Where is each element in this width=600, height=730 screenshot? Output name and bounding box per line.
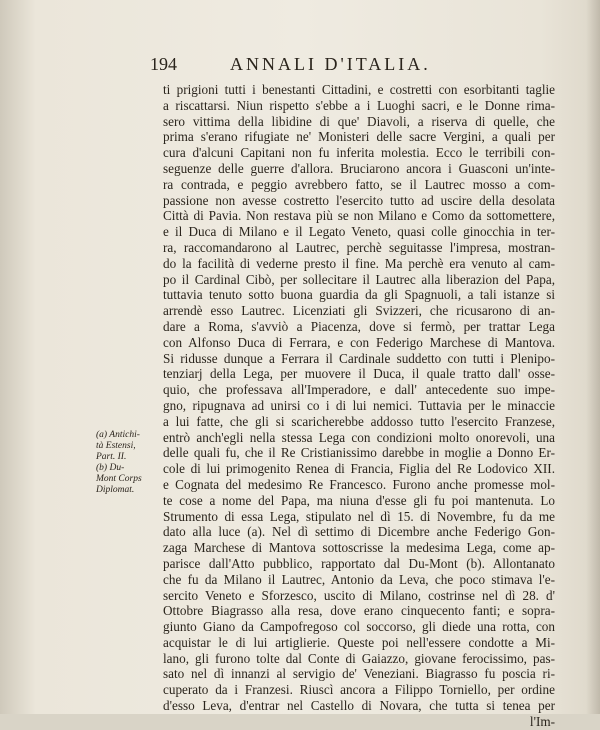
text-line: quio, che professava all'Imperadore, e dall' antecedente suo impe- — [163, 382, 555, 398]
page-header — [150, 54, 550, 80]
text-line: Città di Pavia. Non restava più se non Milano e Como da sottomettere, — [163, 208, 555, 224]
text-line: arrendè esso Lautrec. Licenziati gli Svizzeri, che ricusarono di an- — [163, 303, 555, 319]
text-line: lano, gli furono tolte dal Conte di Gaiazzo, giovane ferocissimo, pas- — [163, 650, 555, 666]
text-line: Si ridusse dunque a Ferrara il Cardinale suddetto con tutti i Plenipo- — [163, 350, 555, 366]
margin-note-line: Mont Corps — [96, 474, 142, 484]
text-line: zaga Marchese di Mantova sottoscrisse la medesima Lega, come ap- — [163, 540, 555, 556]
text-line: dato alla luce (a). Nel dì settimo di Dicembre anche Federigo Gon- — [163, 524, 555, 540]
text-line: a riscattarsi. Niun rispetto s'ebbe a i Luoghi sacri, e le Donne rima- — [163, 97, 555, 113]
text-line: tuttavia tenuto sotto buona guardia da gli Spagnuoli, a tali istanze si — [163, 287, 555, 303]
text-line: do la facilità di vederne presto il fine. Ma perchè era venuto al cam- — [163, 255, 555, 271]
margin-note-line: tà Estensi, — [96, 441, 136, 451]
text-line: giunto Giano da Campofregoso col soccorso, gli diede una rotta, con — [163, 619, 555, 635]
margin-note-line: Diplomat. — [96, 485, 135, 495]
text-line: cuperato da i Franzesi. Riuscì ancora a Filippo Torniello, per ordine — [163, 682, 555, 698]
text-line: Strumento di essa Lega, stipulato nel dì 15. di Novembre, fu da me — [163, 508, 555, 524]
text-line: delle quali fu, che il Re Cristianissimo darebbe in moglie a Donno Er- — [163, 445, 555, 461]
text-line: cura d'alcuni Capitani non fu inferita molestia. Ecco le terribili con- — [163, 145, 555, 161]
catchword: l'Im- — [529, 713, 555, 729]
page-edge-shadow — [586, 0, 600, 714]
text-line: seguenze delle guerre d'allora. Bruciarono ancora i Guasconi un'inte- — [163, 160, 555, 176]
text-line: con Alfonso Duca di Ferrara, e con Federigo Marchese di Mantova. — [163, 334, 555, 350]
text-line: ra, raccomandarono al Lautrec, perchè seguitasse l'impresa, mostran- — [163, 239, 555, 255]
text-line: tenziarj della Lega, per muovere il Duca, il quale tratto dall' osse- — [163, 366, 555, 382]
text-line: sato nel dì innanzi al servigio de' Veneziani. Biagrasso fu poscia ri- — [163, 666, 555, 682]
text-line: cole di lui primogenito Renea di Francia, Figlia del Re Lodovico XII. — [163, 461, 555, 477]
text-line: e il Duca di Milano e il Legato Veneto, quasi colle ginocchia in ter- — [163, 224, 555, 240]
text-line: prima s'erano rifugiate ne' Monisteri delle sacre Vergini, a quali per — [163, 129, 555, 145]
margin-note-line: (b) Du- — [96, 463, 125, 473]
margin-note-line: Part. II. — [96, 452, 127, 462]
running-title: ANNALI D'ITALIA. — [230, 54, 431, 74]
margin-note-line: (a) Antichi- — [96, 430, 140, 440]
text-line: entrò anch'egli nella stessa Lega con condizioni molto onorevoli, una — [163, 429, 555, 445]
margin-notes — [96, 430, 162, 496]
text-line: sercito Veneto e Sforzesco, uscito di Milano, costrinse nel dì 28. d' — [163, 587, 555, 603]
text-line: ti prigioni tutti i benestanti Cittadini, e costretti con esorbitanti taglie — [163, 82, 555, 97]
body-text — [163, 82, 555, 730]
text-line: gno, ripugnava ad unirsi co i di lui nemici. Tuttavia per le minaccie — [163, 397, 555, 413]
text-line: sero vittima della libidine di que' Diavoli, a riserva di quelle, che — [163, 113, 555, 129]
text-line: passione non avesse costretto l'esercito tutto ad uscire della desolata — [163, 192, 555, 208]
text-line: parisce dall'Atto pubblico, rapportato dal Du-Mont (b). Allontanato — [163, 555, 555, 571]
text-line: ra contrada, e peggio avrebbero fatto, se il Lautrec mosso a com- — [163, 176, 555, 192]
text-line: d'esso Leva, d'entrar nel Castello di Novara, che tutta si tenea per — [163, 698, 555, 714]
text-line: acquistar le di lui artiglierie. Queste poi nell'essere condotte a Mi- — [163, 634, 555, 650]
text-line: te cose a nome del Papa, ma niuna d'esse gli fu poi mantenuta. Lo — [163, 492, 555, 508]
text-line: a lui fatte, che gli si scaricherebbe addosso tutto l'esercito Franzese, — [163, 413, 555, 429]
text-line: po il Cardinal Cibò, per sollecitare il Lautrec alla liberazion del Papa, — [163, 271, 555, 287]
text-line: Ottobre Biagrasso alla resa, dove erano cinquecento fanti; e sopra- — [163, 603, 555, 619]
page-number: 194 — [150, 54, 177, 74]
text-line: e Cognata del medesimo Re Francesco. Furono anche promesse mol- — [163, 476, 555, 492]
text-line: che fu da Milano il Lautrec, Antonio da Leva, che poco stimava l'e- — [163, 571, 555, 587]
text-line: dare a Roma, s'avviò a Piacenza, dove si fermò, per trattar Lega — [163, 318, 555, 334]
